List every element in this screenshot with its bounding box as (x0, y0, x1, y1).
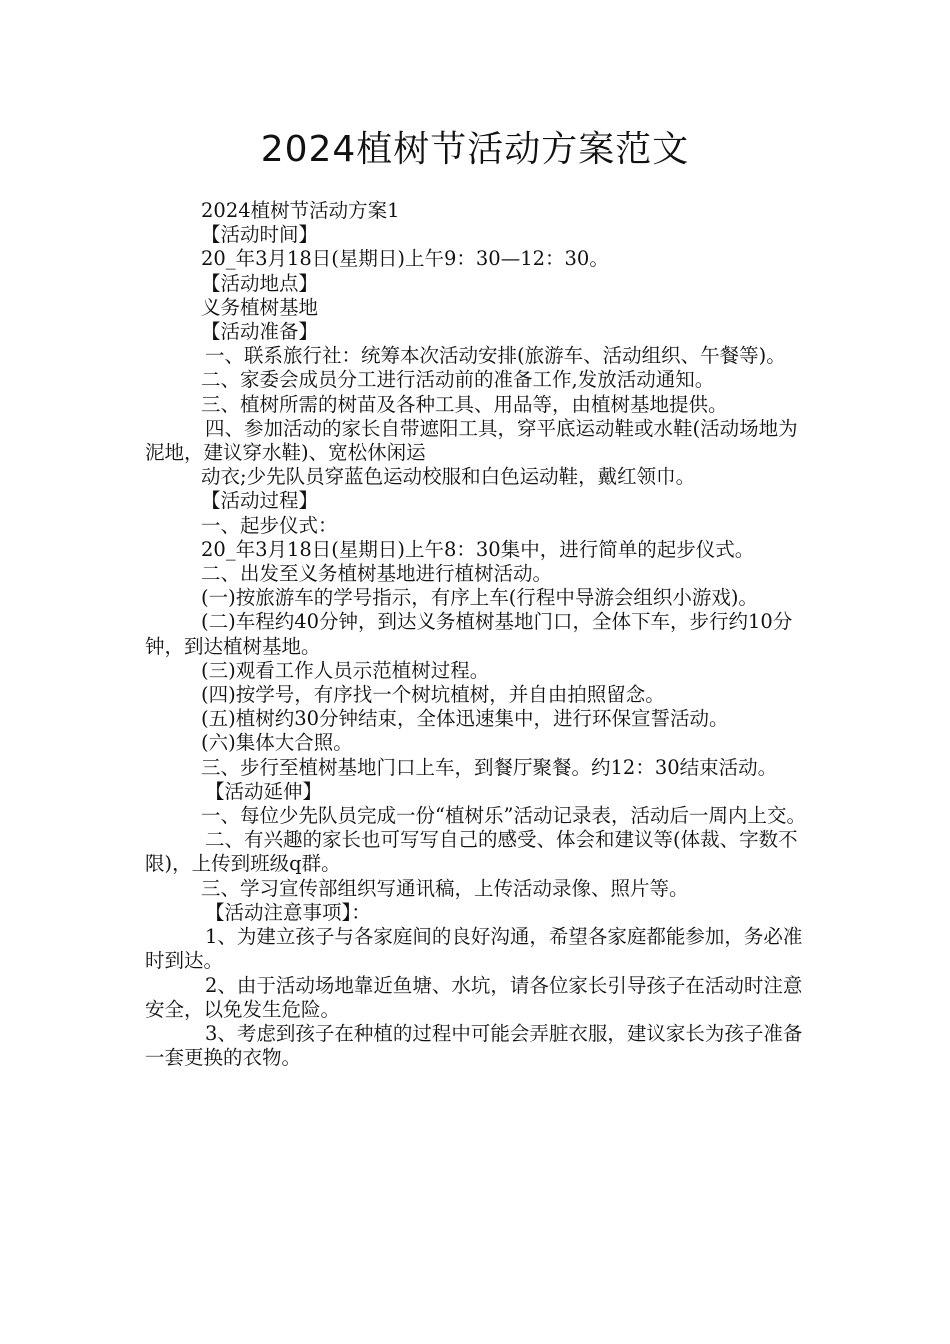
paragraph: (六)集体大合照。 (201, 731, 353, 755)
paragraph: 三、学习宣传部组织写通讯稿，上传活动录像、照片等。 (201, 876, 689, 900)
paragraph: 三、植树所需的树苗及各种工具、用品等，由植树基地提供。 (201, 392, 728, 416)
paragraph: 一、联系旅行社：统筹本次活动安排(旅游车、活动组织、午餐等)。 (205, 344, 786, 368)
paragraph: 动衣;少先队员穿蓝色运动校服和白色运动鞋，戴红领巾。 (201, 465, 696, 489)
paragraph: 20_年3月18日(星期日)上午9：30—12：30。 (201, 247, 609, 271)
paragraph: 二、家委会成员分工进行活动前的准备工作,发放活动通知。 (201, 368, 715, 392)
paragraph: (三)观看工作人员示范植树过程。 (201, 658, 490, 682)
paragraph: 义务植树基地 (201, 295, 319, 319)
document-body (145, 199, 807, 1070)
paragraph: 一、起步仪式： (201, 513, 338, 537)
paragraph: 2024植树节活动方案1 (201, 199, 400, 222)
section-heading: 【活动注意事项】： (205, 900, 371, 924)
paragraph: (二)车程约40分钟，到达义务植树基地门口，全体下车，步行约10分钟，到达植树基地。 (145, 610, 793, 658)
paragraph: 二、有兴趣的家长也可写写自己的感受、体会和建议等(体裁、字数不限)，上传到班级q群。 (145, 828, 798, 876)
paragraph: 20_年3月18日(星期日)上午8：30集中，进行简单的起步仪式。 (201, 537, 755, 561)
section-heading: 【活动过程】 (201, 489, 319, 513)
paragraph: (一)按旅游车的学号指示，有序上车(行程中导游会组织小游戏)。 (201, 586, 758, 610)
paragraph: 1、为建立孩子与各家庭间的良好沟通，希望各家庭都能参加，务必准时到达。 (145, 925, 803, 973)
paragraph: 2、由于活动场地靠近鱼塘、水坑，请各位家长引导孩子在活动时注意安全，以免发生危险。 (145, 973, 803, 1021)
paragraph: (五)植树约30分钟结束，全体迅速集中，进行环保宣誓活动。 (201, 707, 729, 731)
document-title: 2024植树节活动方案范文 (260, 129, 690, 170)
section-heading: 【活动准备】 (201, 320, 319, 344)
section-heading: 【活动地点】 (201, 271, 319, 295)
section-heading: 【活动延伸】 (205, 779, 323, 803)
paragraph: 3、考虑到孩子在种植的过程中可能会弄脏衣服，建议家长为孩子准备一套更换的衣物。 (145, 1021, 803, 1070)
paragraph: 一、每位少先队员完成一份“植树乐”活动记录表，活动后一周内上交。 (201, 804, 806, 828)
paragraph: 三、步行至植树基地门口上车，到餐厅聚餐。约12：30结束活动。 (201, 755, 778, 779)
paragraph: 四、参加活动的家长自带遮阳工具，穿平底运动鞋或水鞋(活动场地为泥地，建议穿水鞋)、宽松休闲运 (145, 416, 798, 465)
paragraph: 二、出发至义务植树基地进行植树活动。 (201, 562, 553, 586)
paragraph: (四)按学号，有序找一个树坑植树，并自由拍照留念。 (201, 683, 665, 707)
section-heading: 【活动时间】 (201, 223, 319, 247)
